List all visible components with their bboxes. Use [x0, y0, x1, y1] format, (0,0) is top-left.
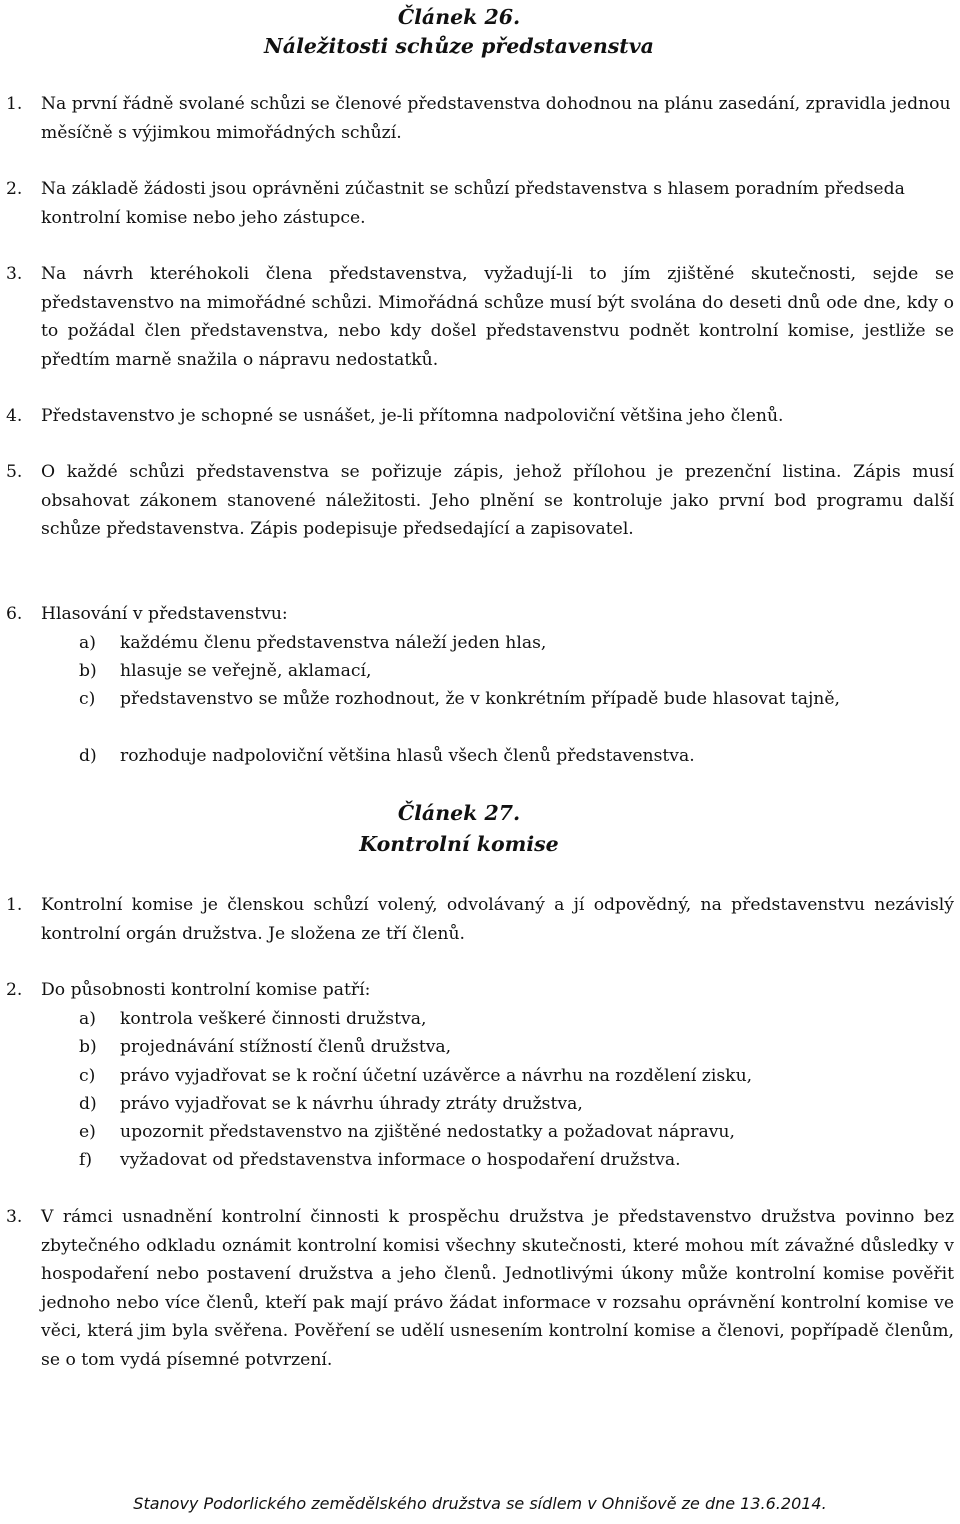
article-26-title: Článek 26. — [397, 5, 521, 29]
item-number: 2. — [6, 980, 23, 1000]
sub-item-text: právo vyjadřovat se k návrhu úhrady ztráty družstva, — [120, 1094, 583, 1114]
item-number: 4. — [6, 406, 23, 426]
sub-item-letter: a) — [79, 1009, 96, 1029]
sub-item-text: projednávání stížností členů družstva, — [120, 1037, 452, 1057]
sub-item-text: kontrola veškeré činnosti družstva, — [120, 1009, 427, 1029]
item-number: 5. — [6, 462, 23, 482]
sub-item-letter: c) — [79, 1066, 96, 1086]
item-number: 2. — [6, 179, 23, 199]
article-27-subtitle: Kontrolní komise — [359, 832, 559, 856]
item-number: 1. — [6, 895, 23, 915]
item-text: Představenstvo je schopné se usnášet, je-li přítomna nadpoloviční většina jeho členů. — [41, 406, 784, 426]
sub-item-text: představenstvo se může rozhodnout, že v konkrétním případě bude hlasovat tajně, — [120, 689, 840, 709]
sub-item-text: každému členu představenstva náleží jeden hlas, — [120, 633, 547, 653]
sub-item-letter: b) — [79, 661, 97, 681]
sub-item-letter: b) — [79, 1037, 97, 1057]
item-number: 3. — [6, 264, 23, 284]
sub-item-letter: a) — [79, 633, 96, 653]
item-number: 3. — [6, 1207, 23, 1227]
sub-item-text: upozornit představenstvo na zjištěné nedostatky a požadovat nápravu, — [120, 1122, 735, 1142]
sub-item-text: hlasuje se veřejně, aklamací, — [120, 661, 372, 681]
item-number: 1. — [6, 94, 23, 114]
item-text: Na první řádně svolané schůzi se členové představenstva dohodnou na plánu zasedání, zpravidla jednou měsíčně s výjimkou mimořádných schůzí. — [41, 94, 951, 143]
item-text: O každé schůzi představenstva se pořizuje zápis, jehož přílohou je prezenční listina. Zápis musí obsahovat zákonem stanovené náležitosti. Jeho plnění se kontroluje jako první bod programu další schůze představenstva. Zápis podepisuje předsedající a zapisovatel. — [41, 462, 954, 539]
sub-item-letter: d) — [79, 1094, 97, 1114]
item-text: V rámci usnadnění kontrolní činnosti k prospěchu družstva je představenstvo družstva povinno bez zbytečného odkladu oznámit kontrolní komisi všechny skutečnosti, které mohou mít závažné důsledky v hospodaření nebo postavení družstva a jeho členů. Jednotlivými úkony může kontrolní komise pověřit jednoho nebo více členů, kteří pak mají právo žádat informace v rozsahu oprávnění kontrolní komise ve věci, která jim byla svěřena. Pověření se udělí usnesením kontrolní komise a členovi, popřípadě členům, se o tom vydá písemné potvrzení. — [41, 1207, 954, 1370]
item-number: 6. — [6, 604, 23, 624]
sub-item-letter: c) — [79, 689, 96, 709]
sub-item-letter: d) — [79, 746, 97, 766]
item-text: Hlasování v představenstvu: — [41, 604, 288, 624]
sub-item-letter: f) — [79, 1150, 93, 1170]
item-text: Kontrolní komise je členskou schůzí volený, odvolávaný a jí odpovědný, na představenstvu nezávislý kontrolní orgán družstva. Je složena ze tří členů. — [41, 895, 954, 944]
sub-item-letter: e) — [79, 1122, 96, 1142]
sub-item-text: vyžadovat od představenstva informace o hospodaření družstva. — [120, 1150, 681, 1170]
article-26-subtitle: Náležitosti schůze představenstva — [264, 34, 654, 58]
item-text: Na základě žádosti jsou oprávněni zúčastnit se schůzí představenstva s hlasem poradním předseda kontrolní komise nebo jeho zástupce. — [41, 179, 905, 228]
item-text: Na návrh kteréhokoli člena představenstva, vyžadují-li to jím zjištěné skutečnosti, sejde se představenstvo na mimořádné schůzi. Mimořádná schůze musí být svolána do deseti dnů ode dne, kdy o to požádal člen představenstva, nebo kdy došel představenstvu podnět kontrolní komise, jestliže se předtím marně snažila o nápravu nedostatků. — [41, 264, 954, 370]
sub-item-text: rozhoduje nadpoloviční většina hlasů všech členů představenstva. — [120, 746, 695, 766]
item-text: Do působnosti kontrolní komise patří: — [41, 980, 371, 1000]
page-footer: Stanovy Podorlického zemědělského družstva se sídlem v Ohnišově ze dne 13.6.2014. — [133, 1494, 827, 1513]
article-27-title: Článek 27. — [397, 801, 521, 825]
sub-item-text: právo vyjadřovat se k roční účetní uzávěrce a návrhu na rozdělení zisku, — [120, 1066, 753, 1086]
